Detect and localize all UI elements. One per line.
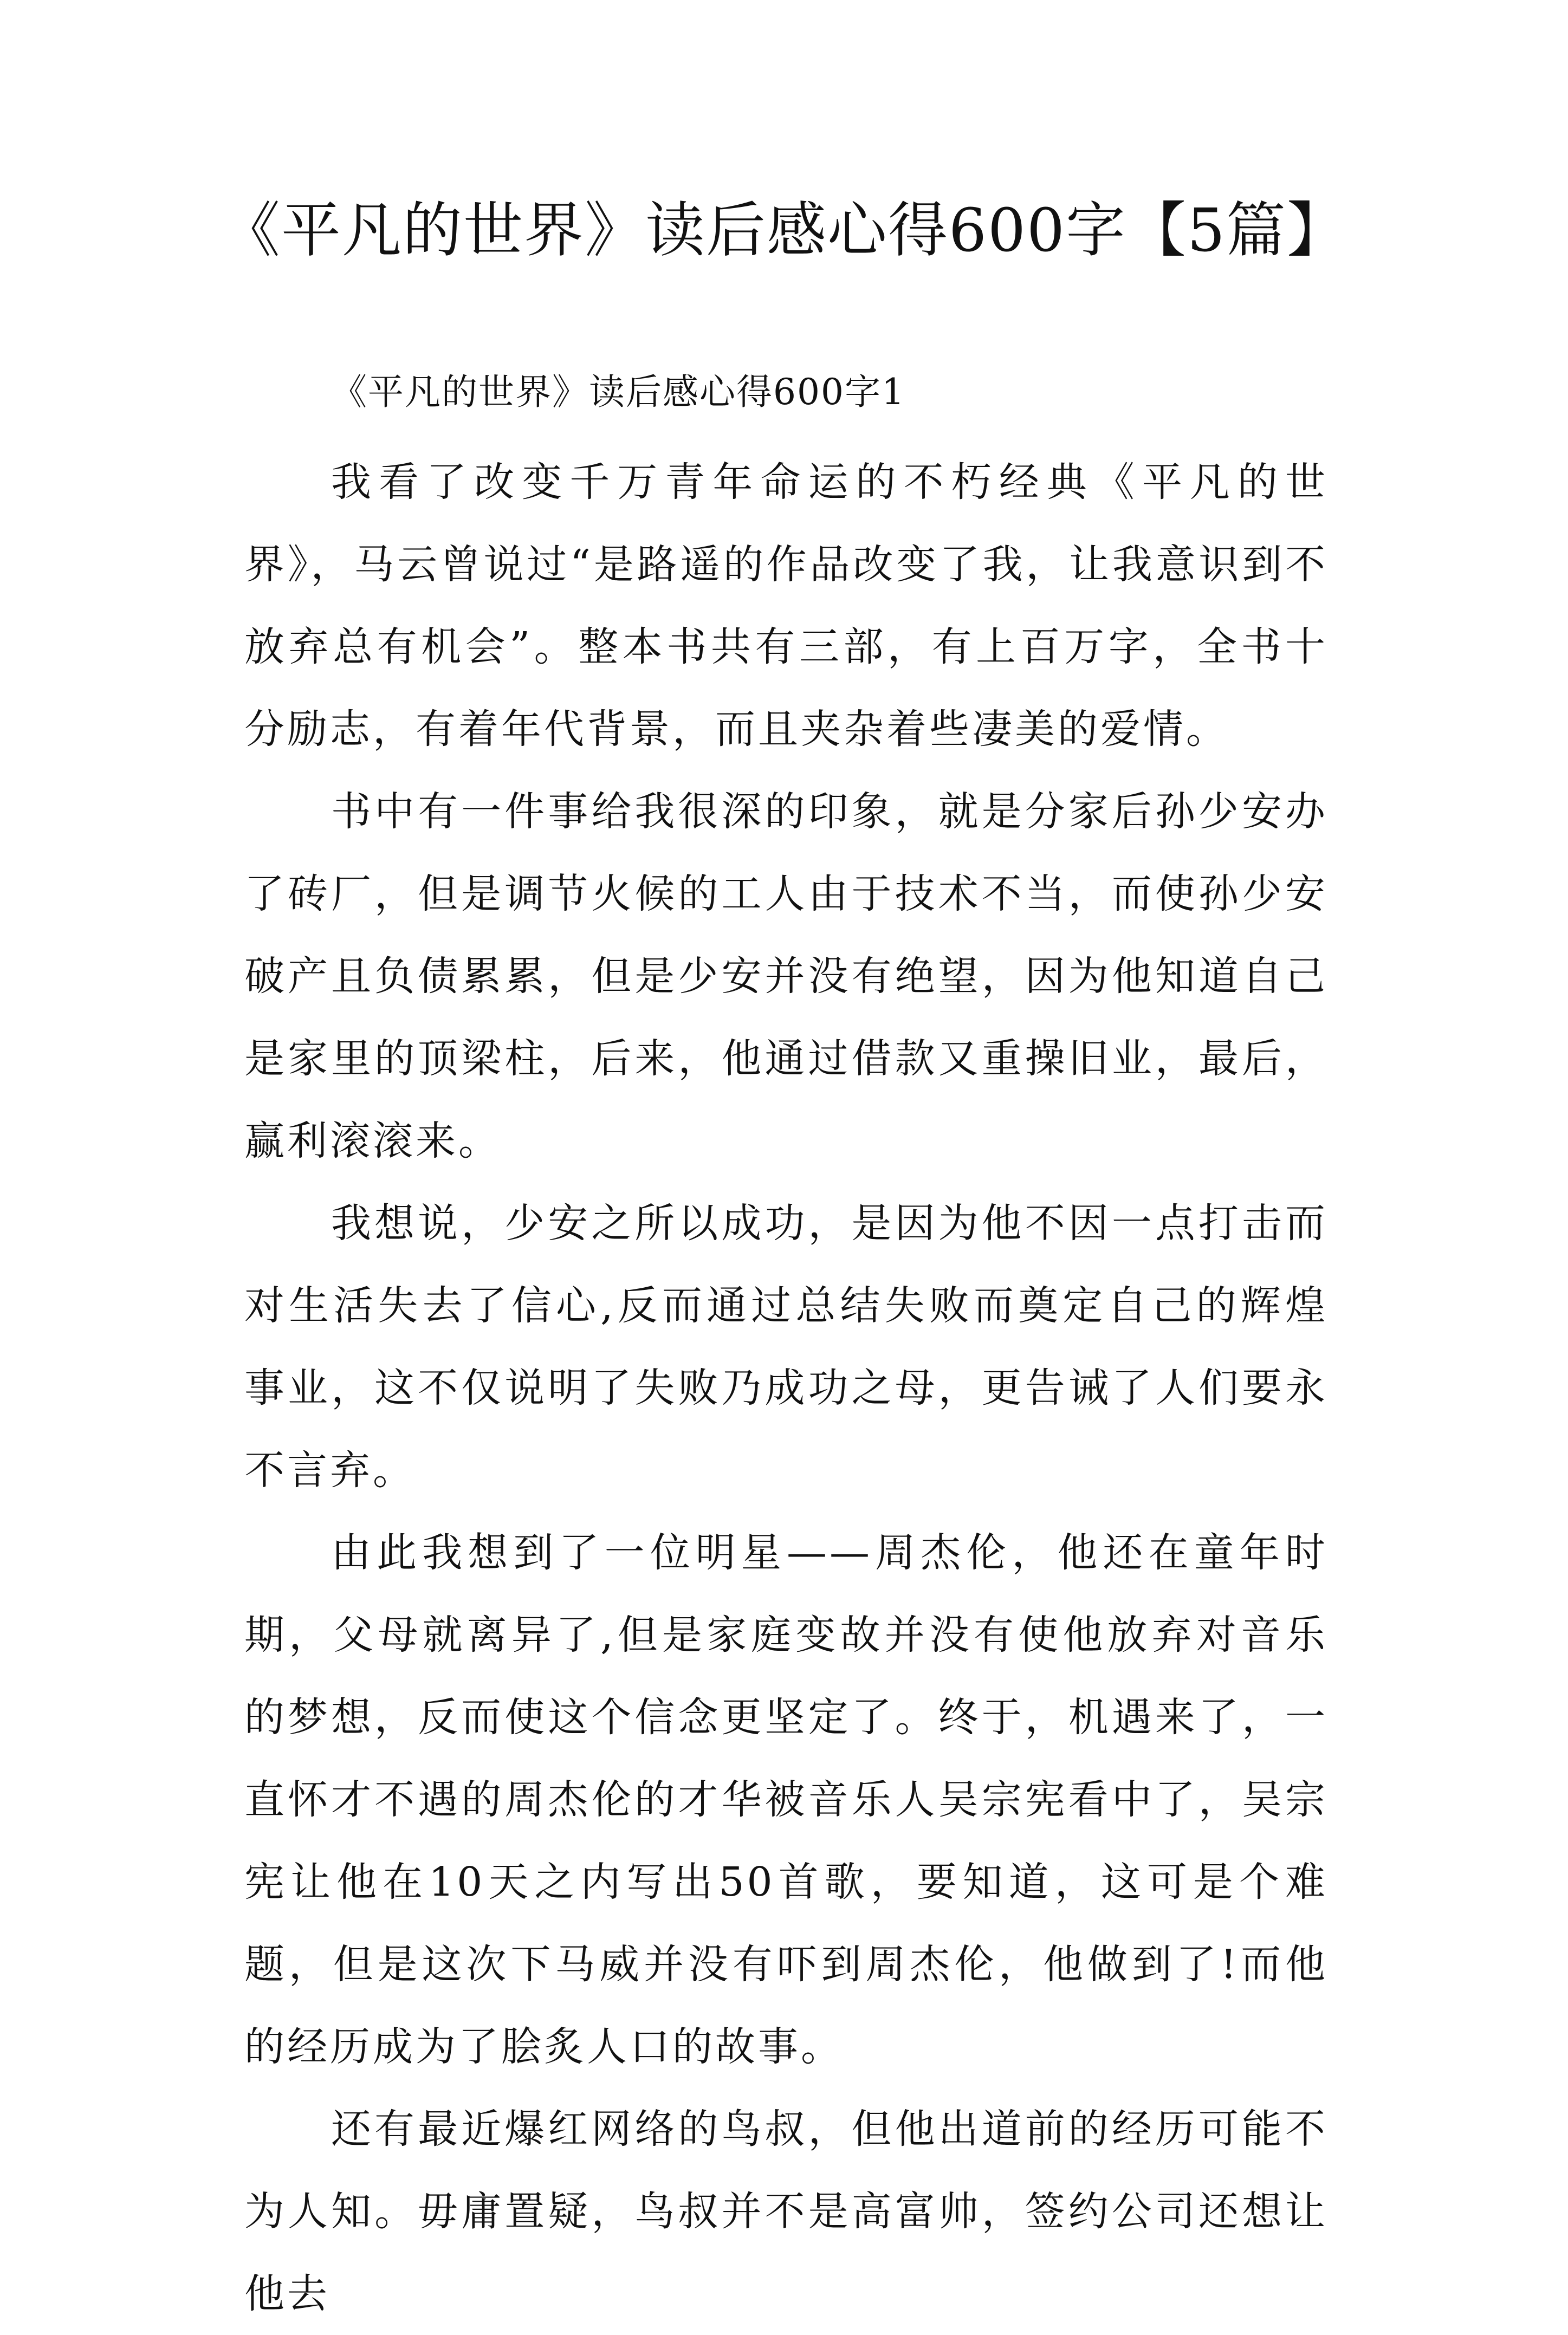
document-title: 《平凡的世界》读后感心得600字【5篇】 (221, 196, 1347, 265)
paragraph-5: 还有最近爆红网络的鸟叔，但他出道前的经历可能不为人知。毋庸置疑，鸟叔并不是高富帅，签约公司还想让他去 (244, 2106, 1328, 2317)
paragraph-4: 由此我想到了一位明星——周杰伦，他还在童年时期，父母就离异了,但是家庭变故并没有使他放弃对音乐的梦想，反而使这个信念更坚定了。终于，机遇来了，一直怀才不遇的周杰伦的才华被音乐人吴宗宪看中了，吴宗宪让他在10天之内写出50首歌，要知道，这可是个难题，但是这次下马威并没有吓到周杰伦，他做到了!而他的经历成为了脍炙人口的故事。 (244, 1529, 1328, 2070)
paragraph-2: 书中有一件事给我很深的印象，就是分家后孙少安办了砖厂，但是调节火候的工人由于技术不当，而使孙少安破产且负债累累，但是少安并没有绝望，因为他知道自己是家里的顶梁柱，后来，他通过借款又重操旧业，最后，赢利滚滚来。 (244, 788, 1328, 1164)
section-heading: 《平凡的世界》读后感心得600字1 (331, 371, 905, 413)
paragraph-1: 我看了改变千万青年命运的不朽经典《平凡的世界》，马云曾说过“是路遥的作品改变了我，让我意识到不放弃总有机会”。整本书共有三部，有上百万字，全书十分励志，有着年代背景，而且夹杂着些凄美的爱情。 (244, 459, 1328, 753)
paragraph-3: 我想说，少安之所以成功，是因为他不因一点打击而对生活失去了信心,反而通过总结失败而奠定自己的辉煌事业，这不仅说明了失败乃成功之母，更告诫了人们要永不言弃。 (244, 1200, 1328, 1494)
document-body (244, 360, 1328, 2335)
